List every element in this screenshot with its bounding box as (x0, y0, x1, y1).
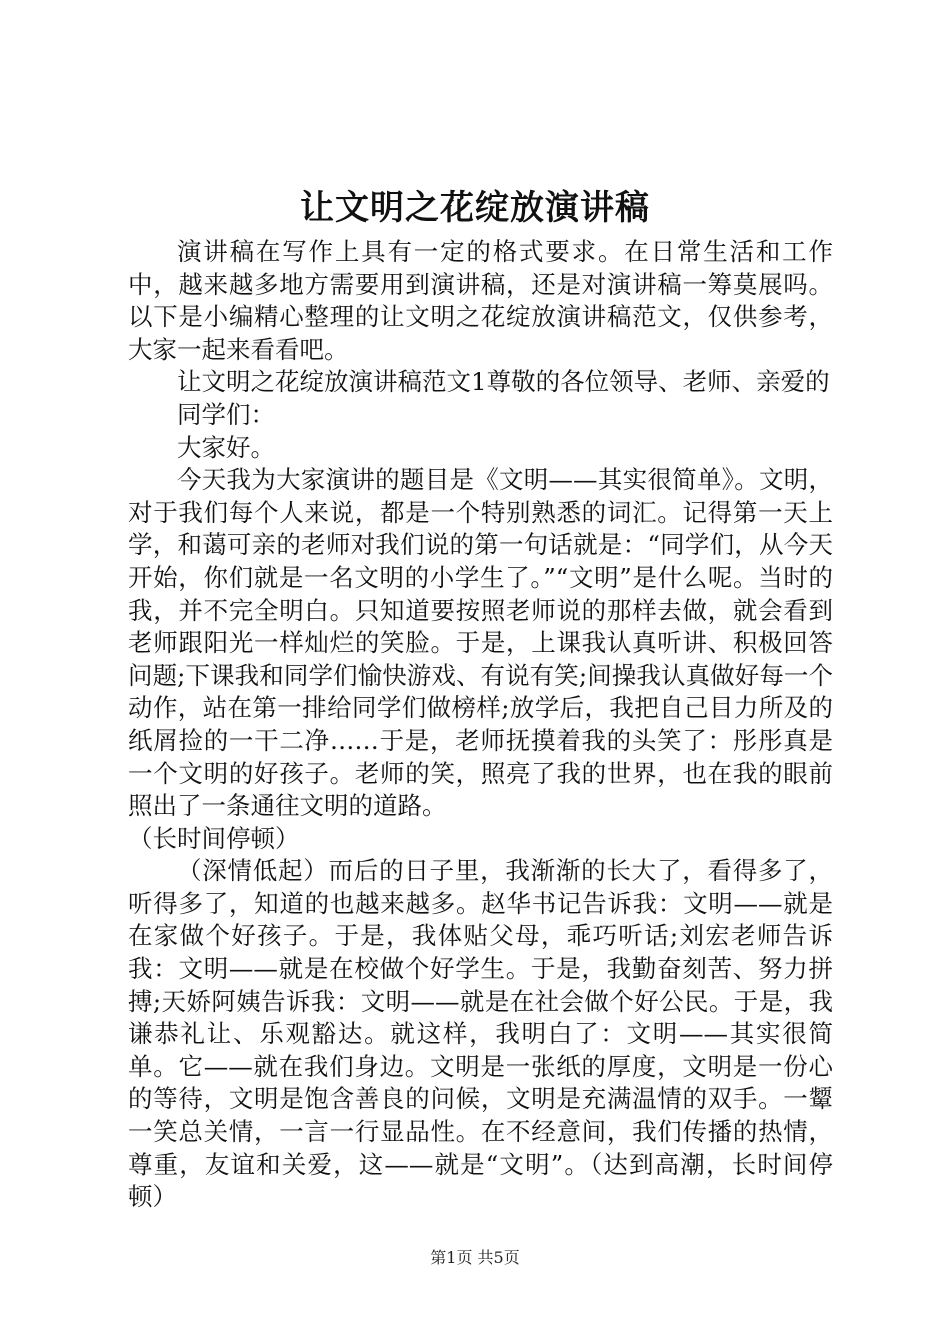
paragraph-body-1: 今天我为大家演讲的题目是《文明——其实很简单》。文明，对于我们每个人来说，都是一个特别熟悉的词汇。记得第一天上学，和蔼可亲的老师对我们说的第一句话就是：“同学们，从今天开始，你们就是一名文明的小学生了。”“文明”是什么呢。当时的我，并不完全明白。只知道要按照老师说的那样去做，就会看到老师跟阳光一样灿烂的笑脸。于是，上课我认真听讲、积极回答问题;下课我和同学们愉快游戏、有说有笑;间操我认真做好每一个动作，站在第一排给同学们做榜样;放学后，我把自己目力所及的纸屑捡的一干二净……于是，老师抚摸着我的头笑了：彤彤真是一个文明的好孩子。老师的笑，照亮了我的世界，也在我的眼前照出了一条通往文明的道路。 (128, 465, 833, 821)
paragraph-intro: 演讲稿在写作上具有一定的格式要求。在日常生活和工作中，越来越多地方需要用到演讲稿，还是对演讲稿一筹莫展吗。以下是小编精心整理的让文明之花绽放演讲稿范文，仅供参考，大家一起来看看吧。 (128, 237, 833, 364)
paragraph-body-2: （深情低起）而后的日子里，我渐渐的长大了，看得多了，听得多了，知道的也越来越多。赵华书记告诉我：文明——就是在家做个好孩子。于是，我体贴父母，乖巧听话;刘宏老师告诉我：文明——就是在校做个好学生。于是，我勤奋刻苦、努力拼搏;天娇阿姨告诉我：文明——就是在社会做个好公民。于是，我谦恭礼让、乐观豁达。就这样，我明白了：文明——其实很简单。它——就在我们身边。文明是一张纸的厚度，文明是一份心的等待，文明是饱含善良的问候，文明是充满温情的双手。一颦一笑总关情，一言一行显品性。在不经意间，我们传播的热情，尊重，友谊和关爱，这——就是“文明”。（达到高潮，长时间停顿） (128, 856, 833, 1212)
paragraph-audience: 同学们： (177, 399, 275, 429)
page-footer: 第1页 共5页 (430, 1248, 520, 1267)
paragraph-greeting: 大家好。 (177, 432, 275, 462)
document-body (128, 236, 833, 1214)
document-title: 让文明之花绽放演讲稿 (300, 188, 650, 228)
paragraph-salutation: 让文明之花绽放演讲稿范文1尊敬的各位领导、老师、亲爱的 (177, 367, 830, 397)
paragraph-stage-direction: （长时间停顿） (128, 823, 300, 853)
